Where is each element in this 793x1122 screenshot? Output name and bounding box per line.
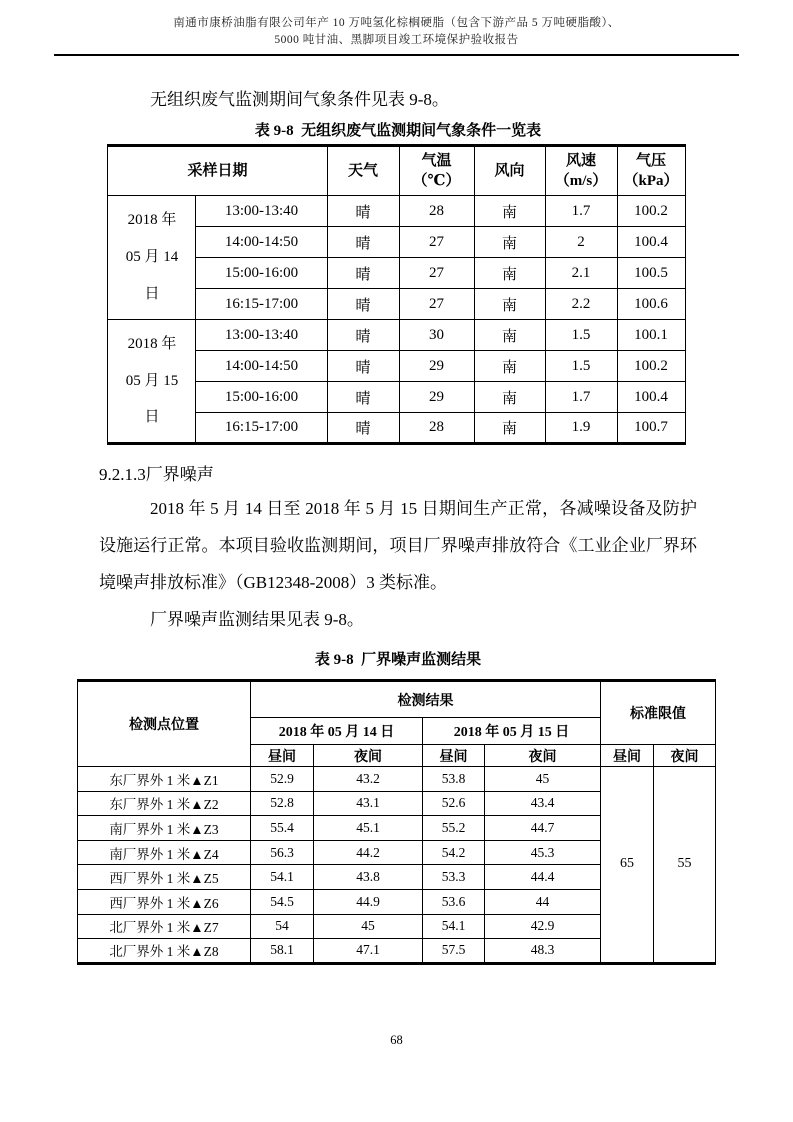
- cell-weather: 晴: [327, 227, 399, 258]
- col-header-pressure: [617, 146, 685, 196]
- cell-temp: 29: [399, 351, 474, 382]
- date-line: 05 月 14: [125, 249, 179, 266]
- cell-speed: 2: [545, 227, 617, 258]
- cell-value: 53.6: [423, 889, 485, 914]
- cell-weather: 晴: [327, 258, 399, 289]
- col-header-pressure-line1: 气压: [635, 152, 666, 169]
- header-rule: [54, 54, 739, 56]
- cell-weather: 晴: [327, 351, 399, 382]
- cell-wind: 南: [474, 196, 545, 227]
- col-header-limit: 标准限值: [601, 681, 716, 745]
- cell-time: 15:00-16:00: [196, 258, 327, 289]
- noise-monitoring-table: [77, 679, 716, 965]
- cell-temp: 29: [399, 382, 474, 413]
- page-header: [0, 0, 793, 49]
- section-heading: 9.2.1.3厂界噪声: [99, 465, 214, 484]
- cell-temp: 28: [399, 413, 474, 444]
- cell-value: 44: [485, 889, 601, 914]
- cell-value: 57.5: [423, 939, 485, 964]
- cell-speed: 1.5: [545, 320, 617, 351]
- cell-temp: 28: [399, 196, 474, 227]
- cell-value: 54.1: [251, 865, 314, 890]
- table-row: [108, 196, 685, 227]
- col-header-location: 检测点位置: [78, 681, 251, 767]
- cell-pressure: 100.5: [617, 258, 685, 289]
- cell-speed: 1.5: [545, 351, 617, 382]
- cell-pressure: 100.4: [617, 227, 685, 258]
- cell-wind: 南: [474, 351, 545, 382]
- cell-wind: 南: [474, 413, 545, 444]
- limit-night-value: 55: [654, 767, 716, 964]
- intro-paragraph: 无组织废气监测期间气象条件见表 9-8。: [150, 90, 449, 109]
- cell-weather: 晴: [327, 320, 399, 351]
- cell-pressure: 100.7: [617, 413, 685, 444]
- col-header-daytime: 昼间: [601, 745, 654, 767]
- cell-location: 北厂界外 1 米▲Z8: [78, 939, 251, 964]
- col-header-temperature-line2: （℃）: [412, 173, 461, 189]
- cell-value: 55.4: [251, 816, 314, 841]
- note-paragraph: 厂界噪声监测结果见表 9-8。: [150, 610, 364, 629]
- cell-value: 56.3: [251, 840, 314, 865]
- table-row: [108, 320, 685, 351]
- cell-value: 54.5: [251, 889, 314, 914]
- date-line: 日: [144, 285, 160, 302]
- col-header-daytime: 昼间: [251, 745, 314, 767]
- cell-time: 14:00-14:50: [196, 227, 327, 258]
- cell-pressure: 100.2: [617, 196, 685, 227]
- cell-temp: 27: [399, 227, 474, 258]
- cell-wind: 南: [474, 320, 545, 351]
- col-header-nighttime: 夜间: [485, 745, 601, 767]
- cell-weather: 晴: [327, 196, 399, 227]
- cell-speed: 1.9: [545, 413, 617, 444]
- cell-location: 南厂界外 1 米▲Z4: [78, 840, 251, 865]
- cell-location: 东厂界外 1 米▲Z1: [78, 767, 251, 792]
- weather-table-title: 表 9-8 无组织废气监测期间气象条件一览表: [254, 123, 542, 139]
- col-header-nighttime: 夜间: [654, 745, 716, 767]
- cell-time: 16:15-17:00: [196, 413, 327, 444]
- page-header-line1: 南通市康桥油脂有限公司年产 10 万吨氢化棕榈硬脂（包含下游产品 5 万吨硬脂酸）、: [173, 17, 620, 29]
- cell-value: 45.3: [485, 840, 601, 865]
- cell-value: 58.1: [251, 939, 314, 964]
- col-header-weather: 天气: [327, 146, 399, 196]
- date-cell-day2: [108, 320, 196, 444]
- col-header-sample-date: 采样日期: [108, 146, 327, 196]
- cell-wind: 南: [474, 382, 545, 413]
- col-header-temperature-line1: 气温: [421, 152, 452, 169]
- cell-value: 44.2: [314, 840, 423, 865]
- cell-value: 45.1: [314, 816, 423, 841]
- cell-value: 52.8: [251, 791, 314, 816]
- cell-pressure: 100.4: [617, 382, 685, 413]
- cell-value: 43.8: [314, 865, 423, 890]
- col-header-wind-speed-line1: 风速: [565, 152, 596, 169]
- cell-time: 14:00-14:50: [196, 351, 327, 382]
- cell-value: 47.1: [314, 939, 423, 964]
- cell-value: 42.9: [485, 914, 601, 939]
- date-line: 05 月 15: [125, 372, 179, 389]
- cell-value: 44.7: [485, 816, 601, 841]
- table-header-row: [108, 146, 685, 196]
- cell-location: 西厂界外 1 米▲Z6: [78, 889, 251, 914]
- col-header-wind-direction: 风向: [474, 146, 545, 196]
- cell-value: 43.4: [485, 791, 601, 816]
- limit-day-value: 65: [601, 767, 654, 964]
- noise-table-title: 表 9-8 厂界噪声监测结果: [314, 652, 482, 668]
- cell-wind: 南: [474, 227, 545, 258]
- cell-pressure: 100.2: [617, 351, 685, 382]
- cell-value: 43.1: [314, 791, 423, 816]
- content-block: [0, 85, 793, 140]
- cell-speed: 1.7: [545, 196, 617, 227]
- col-header-nighttime: 夜间: [314, 745, 423, 767]
- cell-weather: 晴: [327, 382, 399, 413]
- col-header-result: 检测结果: [251, 681, 601, 718]
- cell-pressure: 100.1: [617, 320, 685, 351]
- cell-value: 53.3: [423, 865, 485, 890]
- col-header-temperature: [399, 146, 474, 196]
- date-line: 2018 年: [127, 335, 177, 352]
- cell-time: 13:00-13:40: [196, 320, 327, 351]
- cell-speed: 2.2: [545, 289, 617, 320]
- cell-value: 44.4: [485, 865, 601, 890]
- date-cell-day1: [108, 196, 196, 320]
- table-header-row: [78, 681, 716, 718]
- cell-location: 南厂界外 1 米▲Z3: [78, 816, 251, 841]
- page-header-line2: 5000 吨甘油、黑脚项目竣工环境保护验收报告: [274, 34, 519, 46]
- col-header-date1: 2018 年 05 月 14 日: [251, 718, 423, 745]
- cell-value: 43.2: [314, 767, 423, 792]
- cell-value: 54.1: [423, 914, 485, 939]
- cell-weather: 晴: [327, 413, 399, 444]
- cell-temp: 27: [399, 258, 474, 289]
- date-line: 日: [144, 409, 160, 426]
- cell-location: 北厂界外 1 米▲Z7: [78, 914, 251, 939]
- col-header-wind-speed-line2: （m/s）: [554, 173, 608, 189]
- cell-value: 45: [485, 767, 601, 792]
- cell-location: 东厂界外 1 米▲Z2: [78, 791, 251, 816]
- cell-temp: 27: [399, 289, 474, 320]
- weather-conditions-table: [107, 144, 685, 445]
- cell-time: 16:15-17:00: [196, 289, 327, 320]
- cell-value: 45: [314, 914, 423, 939]
- cell-weather: 晴: [327, 289, 399, 320]
- page-number: 68: [390, 1033, 403, 1047]
- cell-location: 西厂界外 1 米▲Z5: [78, 865, 251, 890]
- date-line: 2018 年: [127, 212, 177, 229]
- cell-speed: 1.7: [545, 382, 617, 413]
- cell-value: 55.2: [423, 816, 485, 841]
- cell-value: 52.9: [251, 767, 314, 792]
- col-header-daytime: 昼间: [423, 745, 485, 767]
- col-header-pressure-line2: （kPa）: [623, 173, 679, 189]
- col-header-date2: 2018 年 05 月 15 日: [423, 718, 601, 745]
- cell-temp: 30: [399, 320, 474, 351]
- cell-value: 44.9: [314, 889, 423, 914]
- table-row: [78, 767, 716, 792]
- cell-value: 52.6: [423, 791, 485, 816]
- section-block: [0, 460, 793, 669]
- cell-wind: 南: [474, 258, 545, 289]
- cell-value: 48.3: [485, 939, 601, 964]
- cell-value: 54: [251, 914, 314, 939]
- cell-pressure: 100.6: [617, 289, 685, 320]
- cell-wind: 南: [474, 289, 545, 320]
- cell-value: 54.2: [423, 840, 485, 865]
- section-paragraph: 2018 年 5 月 14 日至 2018 年 5 月 15 日期间生产正常，各减噪设备及防护设施运行正常。本项目验收监测期间，项目厂界噪声排放符合《工业企业厂界环境噪声排放标准》（GB12348-2008）3 类标准。: [99, 499, 697, 592]
- cell-time: 13:00-13:40: [196, 196, 327, 227]
- cell-speed: 2.1: [545, 258, 617, 289]
- cell-value: 53.8: [423, 767, 485, 792]
- cell-time: 15:00-16:00: [196, 382, 327, 413]
- col-header-wind-speed: [545, 146, 617, 196]
